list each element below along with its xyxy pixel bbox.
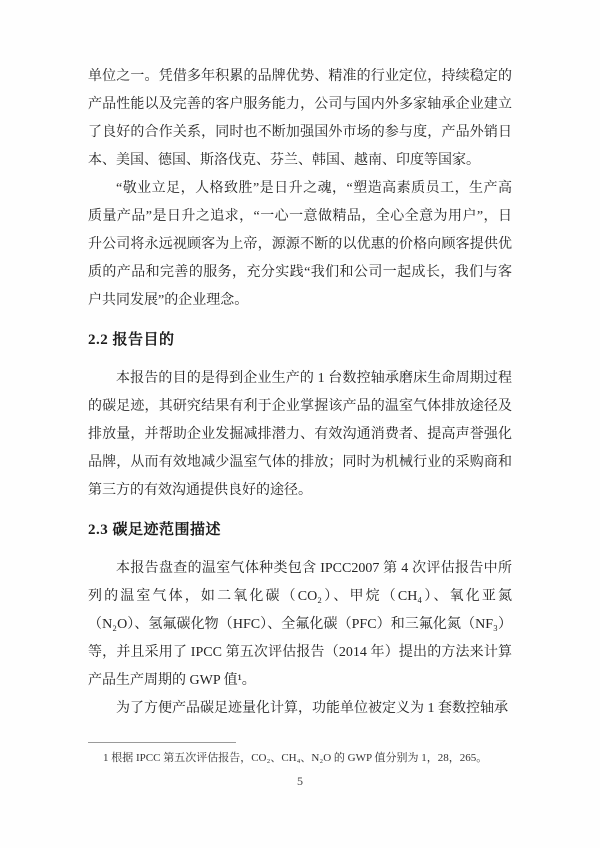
footnote-text: 1 根据 IPCC 第五次评估报告，CO₂、CH₄、N₂O 的 GWP 值分别为 1，28，265。	[103, 752, 488, 764]
page-body	[88, 63, 512, 723]
footnote-divider	[88, 742, 236, 743]
heading-report-purpose: 2.2 报告目的	[88, 332, 175, 348]
paragraph-report-purpose: 本报告的目的是得到企业生产的 1 台数控轴承磨床生命周期过程的碳足迹，其研究结果有利于企业掌握该产品的温室气体排放途径及排放量，并帮助企业发掘减排潜力、有效沟通消费者、提高声誉强化品牌，从而有效地减少温室气体的排放；同时为机械行业的采购商和第三方的有效沟通提供良好的途径。	[88, 371, 512, 498]
footnote-area	[88, 742, 512, 767]
page-number: 5	[297, 774, 303, 788]
heading-carbon-footprint-scope: 2.3 碳足迹范围描述	[88, 522, 222, 538]
paragraph-functional-unit: 为了方便产品碳足迹量化计算，功能单位被定义为 1 套数控轴承	[116, 701, 508, 716]
paragraph-company-culture: “敬业立足，人格致胜”是日升之魂，“塑造高素质员工，生产高质量产品”是日升之追求，“一心一意做精品，全心全意为用户”，日升公司将永远视顾客为上帝，源源不断的以优惠的价格向顾客提供优质的产品和完善的服务，充分实践“我们和公司一起成长，我们与客户共同发展”的企业理念。	[88, 181, 512, 308]
paragraph-ghg-scope: 本报告盘查的温室气体种类包含 IPCC2007 第 4 次评估报告中所列的温室气体，如二氧化碳（CO₂）、甲烷（CH₄）、氧化亚氮（N₂O）、氢氟碳化物（HFC）、全氟化碳（PFC）和三氟化氮（NF₃）等，并且采用了 IPCC 第五次评估报告（2014 年）提出的方法来计算产品生产周期的 GWP 值¹。	[88, 561, 512, 688]
paragraph-company-intro: 单位之一。凭借多年积累的品牌优势、精准的行业定位，持续稳定的产品性能以及完善的客户服务能力，公司与国内外多家轴承企业建立了良好的合作关系，同时也不断加强国外市场的参与度，产品外销日本、美国、德国、斯洛伐克、芬兰、韩国、越南、印度等国家。	[88, 69, 512, 168]
